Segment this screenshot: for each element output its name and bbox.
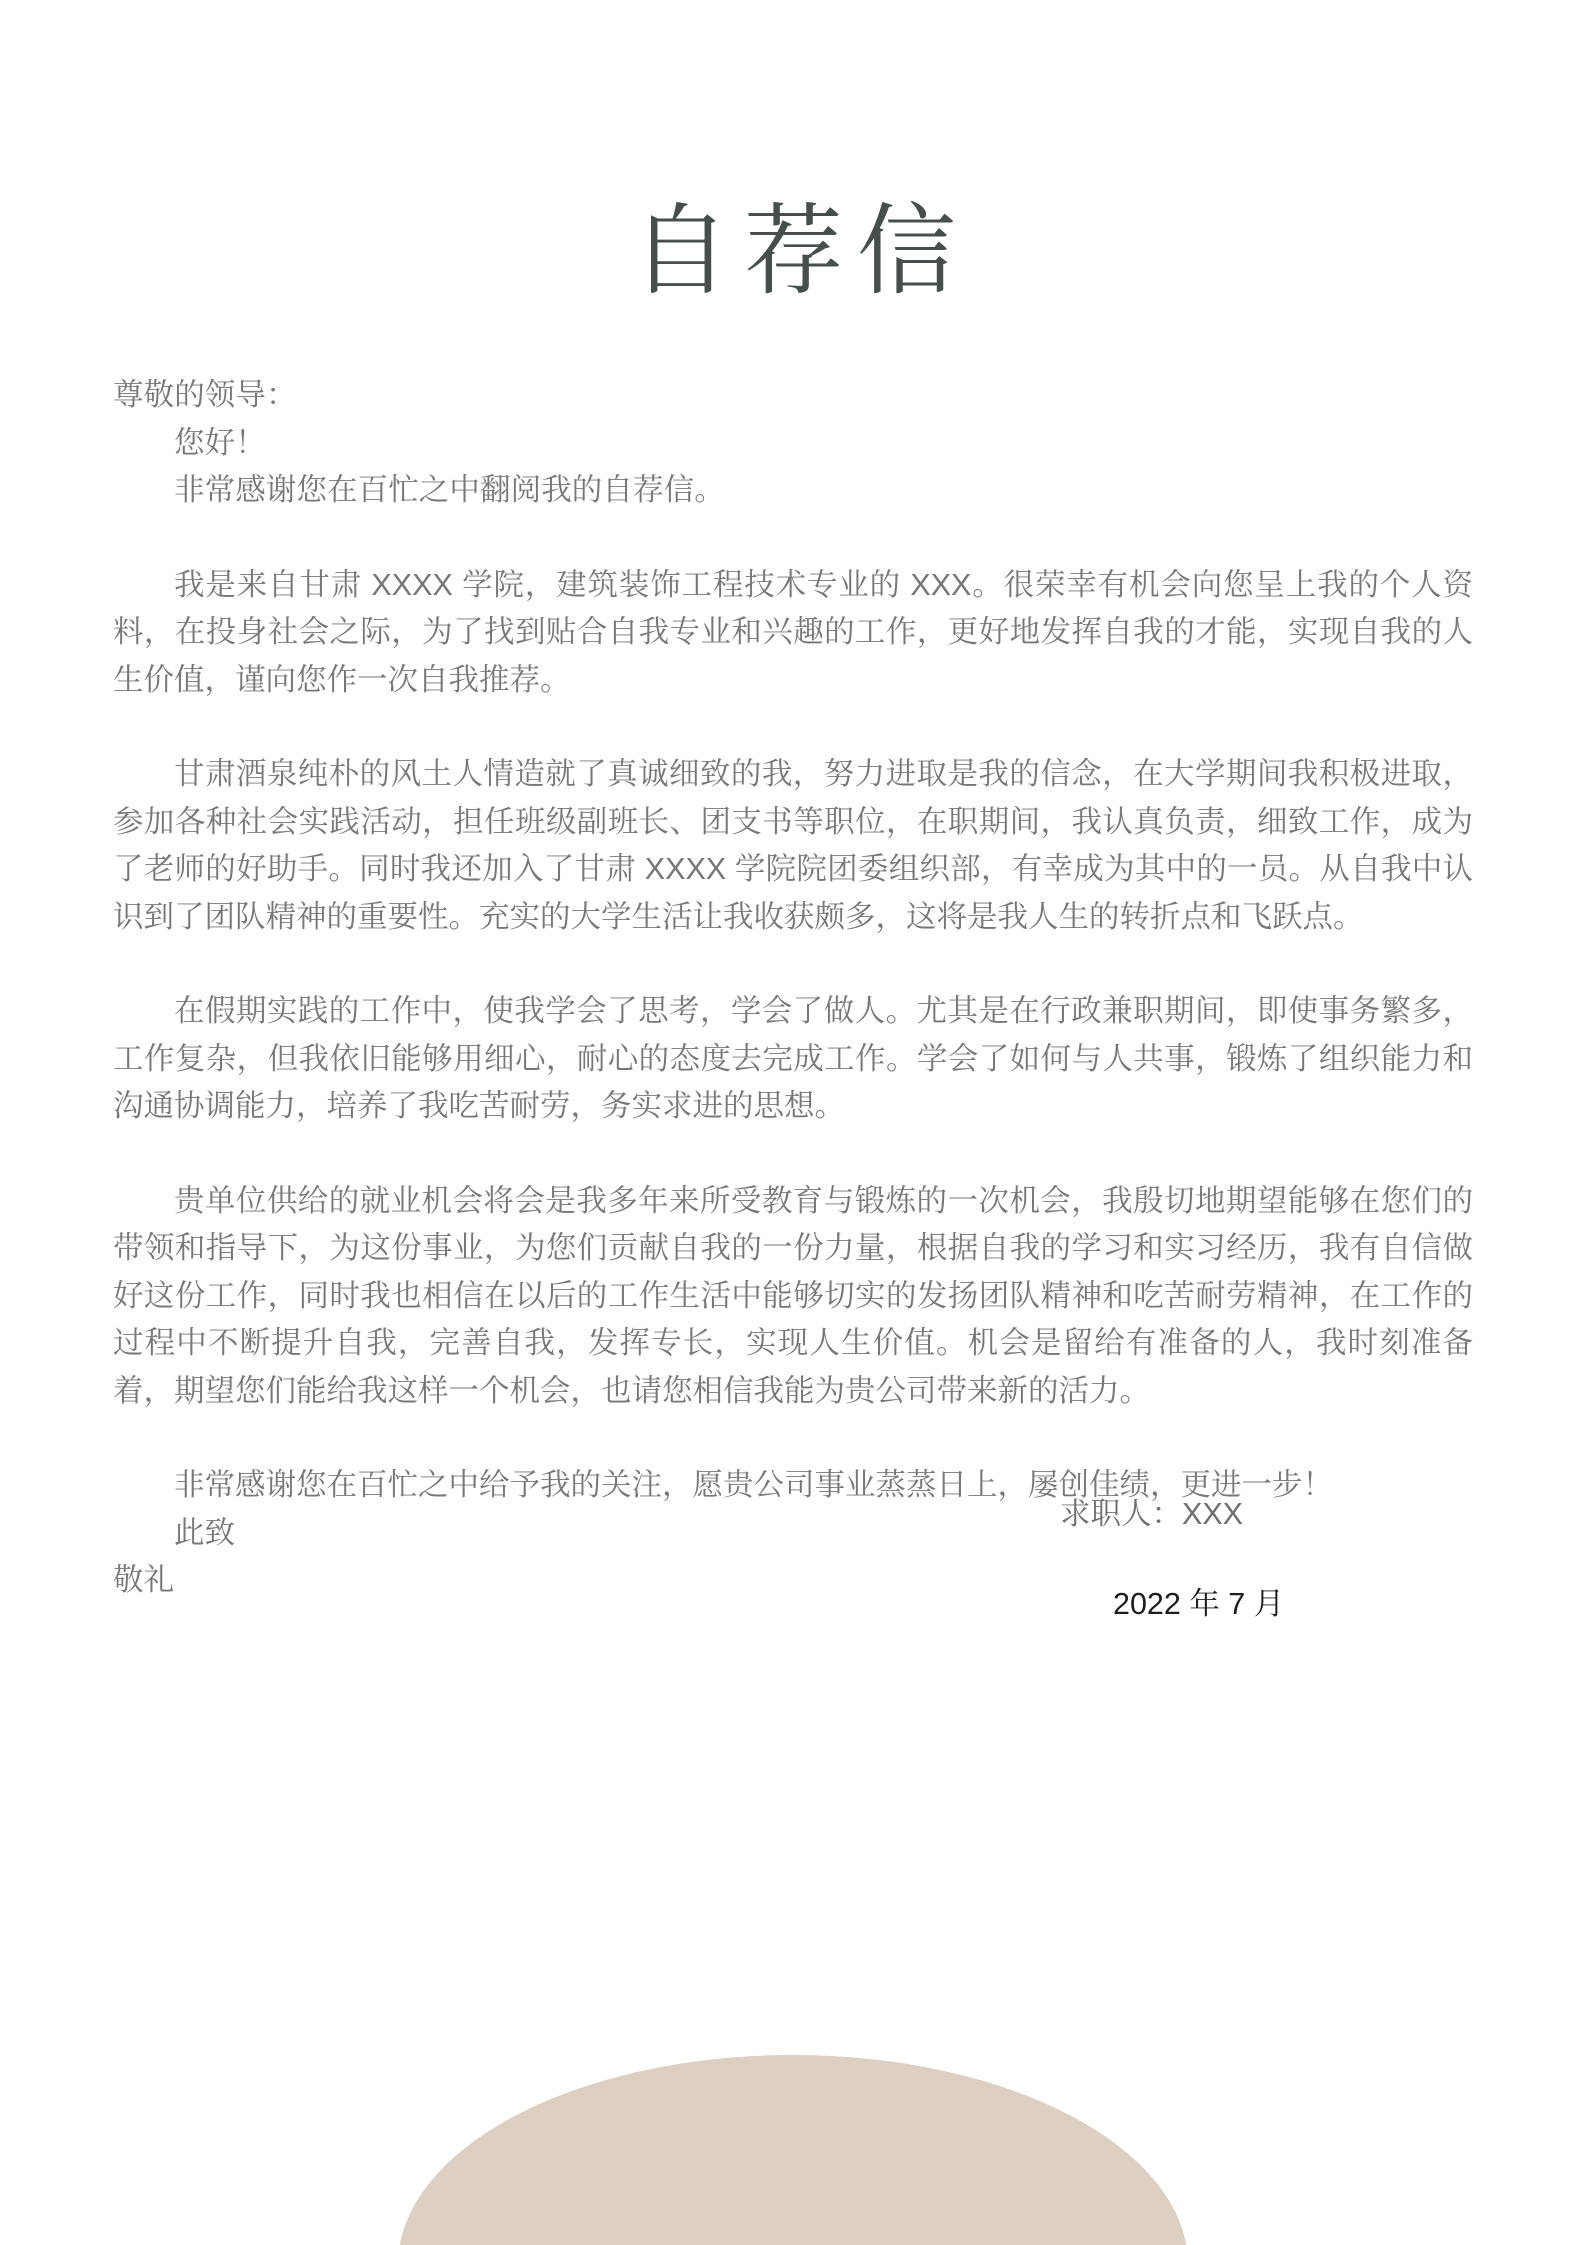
- body-paragraph-3: 在假期实践的工作中，使我学会了思考，学会了做人。尤其是在行政兼职期间，即使事务繁多，工作复杂，但我依旧能够用细心，耐心的态度去完成工作。学会了如何与人共事，锻炼了组织能力和沟通协调能力，培养了我吃苦耐劳，务实求进的思想。: [113, 994, 1473, 1123]
- closing-line-jing-li: 敬礼: [113, 1563, 175, 1597]
- salutation-greeting: 尊敬的领导：: [113, 378, 297, 412]
- closing-line-ci-zhi: 此致: [174, 1515, 236, 1550]
- page-title: 自荐信: [631, 198, 970, 307]
- salutation-thanks: 非常感谢您在百忙之中翻阅我的自荐信。: [174, 473, 725, 507]
- body-paragraph-1: 我是来自甘肃 XXXX 学院，建筑装饰工程技术专业的 XXX。很荣幸有机会向您呈上我的个人资料，在投身社会之际，为了找到贴合自我专业和兴趣的工作，更好地发挥自我的才能，实现自我的人生价值，谨向您作一次自我推荐。: [113, 567, 1473, 697]
- body-paragraph-4: 贵单位供给的就业机会将会是我多年来所受教育与锻炼的一次机会，我殷切地期望能够在您们的带领和指导下，为这份事业，为您们贡献自我的一份力量，根据自我的学习和实习经历，我有自信做好这份工作，同时我也相信在以后的工作生活中能够切实的发扬团队精神和吃苦耐劳精神，在工作的过程中不断提升自我，完善自我，发挥专长，实现人生价值。机会是留给有准备的人，我时刻准备着，期望您们能给我这样一个机会，也请您相信我能为贵公司带来新的活力。: [113, 1183, 1473, 1408]
- body-paragraph-2: 甘肃酒泉纯朴的风土人情造就了真诚细致的我，努力进取是我的信念，在大学期间我积极进取，参加各种社会实践活动，担任班级副班长、团支书等职位，在职期间，我认真负责，细致工作，成为了老师的好助手。同时我还加入了甘肃 XXXX 学院院团委组织部，有幸成为其中的一员。从自我中认识到了团队精神的重要性。充实的大学生活让我收获颇多，这将是我人生的转折点和飞跃点。: [113, 757, 1473, 934]
- letter-body: [113, 372, 1473, 1605]
- body-paragraph-5: 非常感谢您在百忙之中给予我的关注，愿贵公司事业蒸蒸日上，屡创佳绩，更进一步！: [174, 1468, 1333, 1502]
- bottom-ellipse-decoration: [398, 2055, 1188, 2245]
- signature-block: [113, 1492, 1473, 1626]
- signature-date: 2022 年 7 月: [1113, 1587, 1285, 1621]
- signature-applicant: 求职人：XXX: [1060, 1497, 1244, 1531]
- salutation-hello: 您好！: [174, 425, 266, 460]
